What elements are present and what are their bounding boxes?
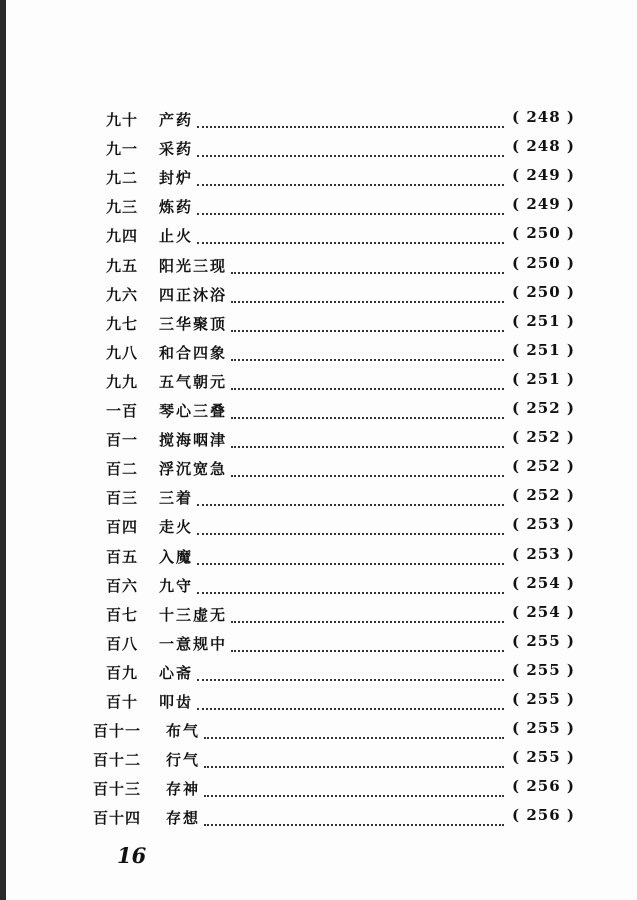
toc-entry-page: ( 251 )	[512, 370, 575, 388]
toc-leader-dots	[204, 750, 504, 768]
toc-entry-title: 十三虚无	[159, 606, 228, 624]
toc-entry-page: ( 250 )	[512, 224, 575, 242]
toc-entry-page: ( 254 )	[512, 603, 575, 621]
toc-entry-number: 百十三	[93, 780, 142, 798]
toc-entry	[0, 627, 637, 656]
toc-entry-number: 百一	[106, 431, 139, 449]
toc-entry	[0, 569, 637, 598]
toc-leader-dots	[204, 779, 504, 797]
toc-entry-title: 存想	[166, 809, 201, 827]
toc-entry	[0, 743, 637, 772]
toc-entry-page: ( 255 )	[512, 719, 575, 737]
toc-entry-number: 九七	[106, 315, 139, 333]
toc-leader-dots	[231, 285, 504, 303]
toc-entry-title: 五气朝元	[159, 373, 228, 391]
toc-entry-page: ( 250 )	[512, 283, 575, 301]
toc-leader-dots	[197, 547, 504, 565]
toc-entry-page: ( 254 )	[512, 574, 575, 592]
toc-entry	[0, 336, 637, 365]
toc-leader-dots	[231, 314, 504, 332]
toc-entry	[0, 190, 637, 219]
toc-entry-page: ( 248 )	[512, 137, 575, 155]
toc-leader-dots	[197, 663, 504, 681]
toc-leader-dots	[231, 372, 504, 390]
toc-entry-title: 浮沉宽急	[159, 460, 228, 478]
toc-entry-title: 三着	[159, 489, 194, 507]
toc-entry-title: 产药	[159, 111, 194, 129]
toc-entry-page: ( 251 )	[512, 312, 575, 330]
toc-leader-dots	[197, 110, 504, 128]
toc-entry-page: ( 248 )	[512, 108, 575, 126]
toc-entry-title: 和合四象	[159, 344, 228, 362]
toc-entry-title: 叩齿	[159, 693, 194, 711]
toc-entry-title: 三华聚顶	[159, 315, 228, 333]
toc-entry-number: 百九	[106, 664, 139, 682]
toc-entry-page: ( 255 )	[512, 661, 575, 679]
toc-entry-title: 采药	[159, 140, 194, 158]
toc-leader-dots	[204, 808, 504, 826]
toc-leader-dots	[231, 343, 504, 361]
toc-entry-number: 一百	[106, 402, 139, 420]
toc-leader-dots	[197, 576, 504, 594]
toc-entry	[0, 161, 637, 190]
toc-entry-number: 百十一	[93, 722, 142, 740]
toc-entry-number: 九五	[106, 257, 139, 275]
toc-entry	[0, 452, 637, 481]
toc-leader-dots	[197, 488, 504, 506]
toc-leader-dots	[231, 401, 504, 419]
toc-entry-number: 九九	[106, 373, 139, 391]
toc-entry-title: 走火	[159, 518, 194, 536]
toc-entry-number: 九八	[106, 344, 139, 362]
toc-entry-number: 百八	[106, 635, 139, 653]
toc-entry-number: 百三	[106, 489, 139, 507]
toc-entry-number: 九十	[106, 111, 139, 129]
toc-entry-page: ( 255 )	[512, 748, 575, 766]
page-number: 16	[117, 843, 147, 868]
toc-entry-number: 百七	[106, 606, 139, 624]
toc-entry-number: 百十	[106, 693, 139, 711]
toc-entry	[0, 685, 637, 714]
toc-entry	[0, 423, 637, 452]
toc-entry	[0, 365, 637, 394]
toc-entry-page: ( 249 )	[512, 195, 575, 213]
toc-leader-dots	[197, 226, 504, 244]
toc-entry-page: ( 251 )	[512, 341, 575, 359]
toc-entry-title: 琴心三叠	[159, 402, 228, 420]
toc-leader-dots	[231, 634, 504, 652]
toc-entry	[0, 598, 637, 627]
toc-entry-number: 九二	[106, 169, 139, 187]
toc-entry-page: ( 252 )	[512, 428, 575, 446]
toc-entry-title: 九守	[159, 577, 194, 595]
toc-entry-title: 行气	[166, 751, 201, 769]
toc-entry-number: 百四	[106, 518, 139, 536]
toc-entry-number: 百六	[106, 577, 139, 595]
toc-entry-title: 搅海咽津	[159, 431, 228, 449]
toc-entry	[0, 103, 637, 132]
toc-entry-title: 一意规中	[159, 635, 228, 653]
toc-entry-page: ( 253 )	[512, 515, 575, 533]
toc-entry-number: 九三	[106, 198, 139, 216]
toc-entry-number: 九四	[106, 227, 139, 245]
toc-leader-dots	[197, 692, 504, 710]
toc-entry	[0, 249, 637, 278]
toc-leader-dots	[197, 139, 504, 157]
toc-entry-title: 封炉	[159, 169, 194, 187]
toc-entry-page: ( 255 )	[512, 690, 575, 708]
toc-entry-title: 存神	[166, 780, 201, 798]
toc-entry-page: ( 252 )	[512, 486, 575, 504]
toc-entry	[0, 540, 637, 569]
toc-entry-page: ( 252 )	[512, 457, 575, 475]
toc-entry-page: ( 253 )	[512, 545, 575, 563]
toc-leader-dots	[231, 459, 504, 477]
toc-entry-title: 炼药	[159, 198, 194, 216]
toc-entry-page: ( 256 )	[512, 806, 575, 824]
toc-entry	[0, 510, 637, 539]
toc-entry	[0, 481, 637, 510]
toc-entry-title: 心斋	[159, 664, 194, 682]
toc-entry-title: 布气	[166, 722, 201, 740]
toc-leader-dots	[204, 721, 504, 739]
toc-entry-title: 阳光三现	[159, 257, 228, 275]
toc-leader-dots	[231, 256, 504, 274]
toc-entry-page: ( 249 )	[512, 166, 575, 184]
toc-entry-number: 百十二	[93, 751, 142, 769]
toc-entry	[0, 772, 637, 801]
toc-entry-title: 四正沐浴	[159, 286, 228, 304]
toc-entry	[0, 801, 637, 830]
toc-entry-number: 九一	[106, 140, 139, 158]
toc-entry-number: 九六	[106, 286, 139, 304]
toc-entry	[0, 714, 637, 743]
toc-entry-title: 入魔	[159, 548, 194, 566]
toc-entry	[0, 394, 637, 423]
toc-entry	[0, 307, 637, 336]
toc-leader-dots	[197, 517, 504, 535]
toc-leader-dots	[231, 605, 504, 623]
toc-entry-page: ( 252 )	[512, 399, 575, 417]
toc-leader-dots	[197, 197, 504, 215]
toc-entry	[0, 132, 637, 161]
toc-entry	[0, 219, 637, 248]
toc-entry	[0, 278, 637, 307]
toc-entry-page: ( 255 )	[512, 632, 575, 650]
toc-entry-number: 百十四	[93, 809, 142, 827]
toc-leader-dots	[231, 430, 504, 448]
toc-entry-title: 止火	[159, 227, 194, 245]
toc-entry-page: ( 250 )	[512, 254, 575, 272]
toc-entry-page: ( 256 )	[512, 777, 575, 795]
toc-entry-number: 百二	[106, 460, 139, 478]
toc-entry-number: 百五	[106, 548, 139, 566]
toc-leader-dots	[197, 168, 504, 186]
toc-entry	[0, 656, 637, 685]
